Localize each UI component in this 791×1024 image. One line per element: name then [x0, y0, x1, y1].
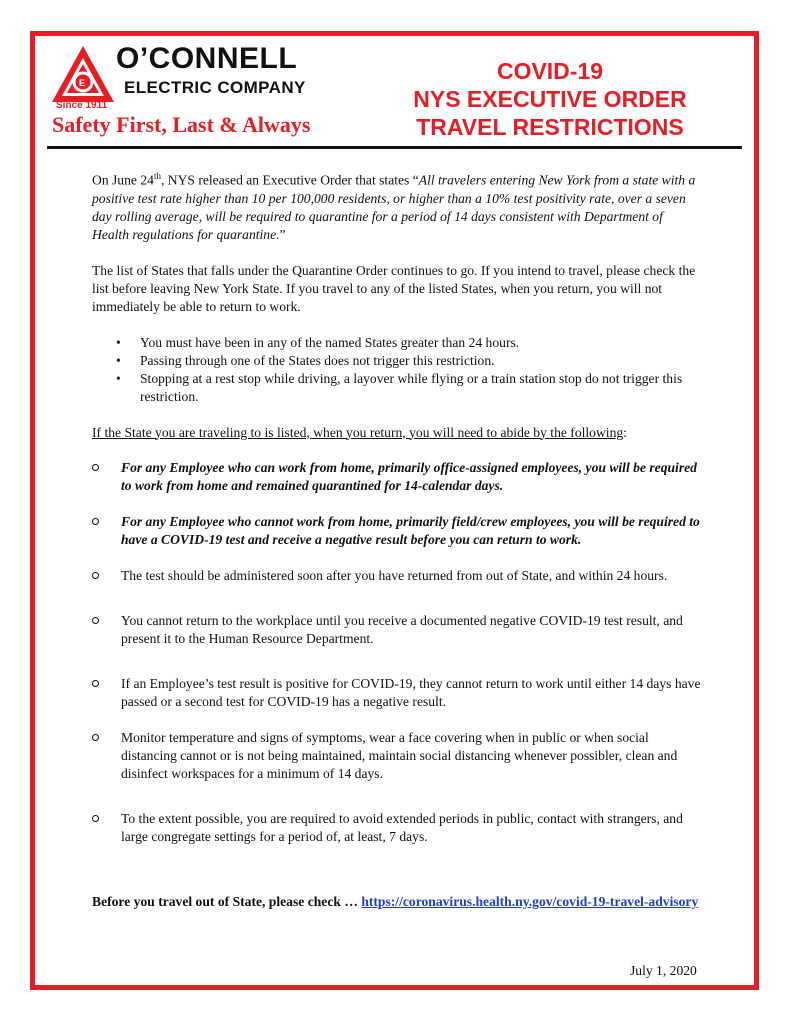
list-item: [92, 513, 702, 549]
condition-colon: :: [623, 424, 627, 440]
company-subtitle: ELECTRIC COMPANY: [124, 78, 306, 97]
document-body: [92, 167, 702, 911]
condition-heading: [92, 424, 702, 442]
travel-check-text: Before you travel out of State, please check …: [92, 893, 362, 909]
travel-advisory-link[interactable]: https://coronavirus.health.ny.gov/covid-19-travel-advisory: [361, 893, 699, 909]
company-name: O’CONNELL: [116, 42, 298, 75]
company-logo-icon: [50, 44, 116, 104]
circle-bullet-icon: [92, 680, 99, 687]
intro-text: On June 24: [92, 172, 154, 188]
travel-check-note: [92, 893, 702, 911]
document-date: July 1, 2020: [630, 963, 697, 978]
rule-text: The test should be administered soon after you have returned from out of State, and within 24 hours.: [121, 567, 668, 583]
list-item-text: Stopping at a rest stop while driving, a layover while flying or a train station stop do not trigger this restriction.: [140, 370, 683, 404]
tagline: Safety First, Last & Always: [52, 112, 311, 137]
list-item: [92, 675, 702, 711]
title-line: COVID-19: [496, 58, 604, 84]
list-item-text: You must have been in any of the named States greater than 24 hours.: [140, 334, 520, 350]
quarantine-list-paragraph: The list of States that falls under the Quarantine Order continues to go. If you intend to travel, please check the list before leaving New York State. If you travel to any of the listed States, when you return, you will not immediately be able to return to work.: [92, 262, 696, 314]
bullet-icon: •: [116, 370, 121, 386]
list-item: [92, 612, 702, 648]
bullet-icon: •: [116, 334, 121, 350]
bullet-icon: •: [116, 352, 121, 368]
list-item: [92, 567, 702, 585]
rule-text: For any Employee who cannot work from home, primarily field/crew employees, you will be required to have a COVID-19 test and receive a negative result before you can return to work.: [121, 513, 700, 547]
since-label: Since 1911: [56, 100, 108, 111]
circle-bullet-icon: [92, 572, 99, 579]
list-item: [92, 370, 702, 406]
title-line: NYS EXECUTIVE ORDER: [413, 86, 687, 112]
executive-order-quote: All travelers entering New York from a state with a positive test rate higher than 10 per 100,000 residents, or higher than a 10% test positivity rate, over a seven day rolling average, will be required to quarantine for a period of 14 days consistent with Department of Health regulations for quarantine.: [92, 172, 696, 242]
rule-text: You cannot return to the workplace until you receive a documented negative COVID-19 test result, and present it to the Human Resource Department.: [121, 612, 683, 646]
circle-bullet-icon: [92, 518, 99, 525]
title-line: TRAVEL RESTRICTIONS: [416, 114, 684, 140]
intro-text: , NYS released an Executive Order that states “: [160, 172, 419, 188]
circle-bullet-icon: [92, 464, 99, 471]
intro-sup: th: [153, 171, 161, 181]
rule-text: To the extent possible, you are required to avoid extended periods in public, contact with strangers, and large congregate settings for a period of, at least, 7 days.: [121, 810, 683, 844]
circle-bullet-icon: [92, 734, 99, 741]
rule-text: Monitor temperature and signs of symptoms, wear a face covering when in public or when social distancing cannot or is not being maintained, maintain social distancing whenever possibler, clean and disinfect workspaces for a minimum of 14 days.: [121, 729, 678, 781]
header-divider: [47, 146, 742, 149]
list-item-text: Passing through one of the States does not trigger this restriction.: [140, 352, 495, 368]
list-item: [92, 810, 702, 846]
condition-heading-text: If the State you are traveling to is listed, when you return, you will need to abide by the following: [92, 424, 624, 440]
rule-text: For any Employee who can work from home, primarily office-assigned employees, you will be required to work from home and remained quarantined for 14-calendar days.: [121, 459, 697, 493]
list-item: [92, 352, 702, 370]
restriction-bullets: [92, 334, 702, 406]
circle-bullet-icon: [92, 617, 99, 624]
rule-text: If an Employee’s test result is positive for COVID-19, they cannot return to work until either 14 days have passed or a second test for COVID-19 has a negative result.: [121, 675, 701, 709]
svg-text:E: E: [79, 78, 86, 88]
intro-text: ”: [279, 226, 286, 242]
list-item: [92, 729, 702, 783]
intro-paragraph: [92, 167, 702, 244]
list-item: [92, 459, 702, 495]
document-title: [380, 57, 720, 141]
circle-bullet-icon: [92, 815, 99, 822]
list-item: [92, 334, 702, 352]
